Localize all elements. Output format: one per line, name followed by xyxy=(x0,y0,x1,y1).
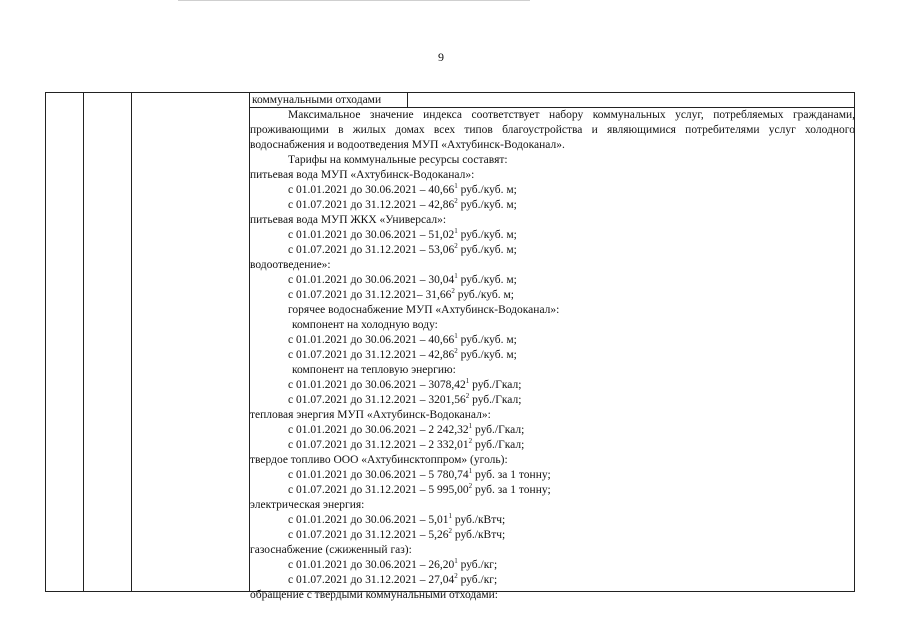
document-line xyxy=(250,273,855,288)
document-line xyxy=(250,348,855,363)
line-text: с 01.07.2021 до 31.12.2021 – 27,04 xyxy=(288,574,455,586)
footnote-mark: 2 xyxy=(448,527,452,536)
line-text: с 01.07.2021 до 31.12.2021 – 5,26 xyxy=(288,529,449,541)
line-unit: руб./Гкал; xyxy=(469,394,522,406)
footnote-mark: 1 xyxy=(448,512,452,521)
line-text: обращение с твердыми коммунальными отходами: xyxy=(250,589,498,601)
line-unit: руб./Гкал; xyxy=(472,424,525,436)
footnote-mark: 2 xyxy=(454,242,458,251)
line-unit: руб./куб. м; xyxy=(457,274,517,286)
line-text: с 01.07.2021 до 31.12.2021 – 5 995,00 xyxy=(288,484,469,496)
line-text: с 01.01.2021 до 30.06.2021 – 3078,42 xyxy=(288,379,466,391)
footnote-mark: 1 xyxy=(465,377,470,386)
line-unit: руб. за 1 тонну; xyxy=(472,469,551,481)
footnote-mark: 1 xyxy=(454,557,458,566)
document-line xyxy=(250,513,855,528)
line-text: с 01.01.2021 до 30.06.2021 – 51,02 xyxy=(288,229,455,241)
document-line xyxy=(250,483,855,498)
line-unit: руб./куб. м; xyxy=(457,244,517,256)
document-line xyxy=(250,318,855,333)
intro-paragraph: Максимальное значение индекса соответствует набору коммунальных услуг, потребляемых гражданами, проживающими в жилых домах всех типов благоустройства и являющимися потребителями услуг холодного водоснабжения и водоотведения МУП «Ахтубинск-Водоканал». xyxy=(250,109,855,151)
line-unit: руб./кг; xyxy=(457,559,498,571)
line-text: с 01.01.2021 до 30.06.2021 – 40,66 xyxy=(288,334,455,346)
document-line xyxy=(250,228,855,243)
document-line xyxy=(250,558,855,573)
footnote-mark: 2 xyxy=(465,392,470,401)
document-line xyxy=(250,468,855,483)
document-line xyxy=(250,423,855,438)
document-line xyxy=(250,243,855,258)
document-line xyxy=(250,378,855,393)
footnote-mark: 2 xyxy=(454,347,458,356)
footnote-mark: 1 xyxy=(454,182,458,191)
table-header-row xyxy=(249,93,854,108)
document-line xyxy=(250,168,855,183)
footnote-mark: 2 xyxy=(451,287,455,296)
document-line xyxy=(250,393,855,408)
document-line xyxy=(250,588,855,603)
table-header-cell: коммунальными отходами xyxy=(249,93,408,107)
line-unit: руб./кг; xyxy=(457,574,498,586)
line-text: твердое топливо ООО «Ахтубинсктоппром» (уголь): xyxy=(250,454,508,466)
column-divider xyxy=(131,93,132,591)
line-text: тепловая энергия МУП «Ахтубинск-Водоканал»: xyxy=(250,409,491,421)
line-unit: руб./куб. м; xyxy=(457,199,517,211)
document-line xyxy=(250,438,855,453)
line-unit: руб./Гкал; xyxy=(472,439,525,451)
line-text: с 01.07.2021 до 31.12.2021 – 2 332,01 xyxy=(288,439,469,451)
document-line xyxy=(250,408,855,423)
line-unit: руб./кВтч; xyxy=(451,529,506,541)
line-text: с 01.01.2021 до 30.06.2021 – 5,01 xyxy=(288,514,449,526)
tariff-list xyxy=(250,168,855,603)
document-line xyxy=(250,543,855,558)
document-line xyxy=(250,573,855,588)
line-text: горячее водоснабжение МУП «Ахтубинск-Водоканал»: xyxy=(288,304,560,316)
line-unit: руб./куб. м; xyxy=(457,349,517,361)
footnote-mark: 2 xyxy=(454,197,458,206)
footnote-mark: 1 xyxy=(454,272,458,281)
footnote-mark: 1 xyxy=(468,422,473,431)
line-text: газоснабжение (сжиженный газ): xyxy=(250,544,412,556)
line-text: с 01.01.2021 до 30.06.2021 – 5 780,74 xyxy=(288,469,469,481)
line-unit: руб./кВтч; xyxy=(451,514,506,526)
line-text: с 01.07.2021 до 31.12.2021– 31,66 xyxy=(288,289,452,301)
line-unit: руб./куб. м; xyxy=(457,184,517,196)
document-line xyxy=(250,303,855,318)
document-line xyxy=(250,453,855,468)
footnote-mark: 1 xyxy=(454,332,458,341)
line-text: питьевая вода МУП «Ахтубинск-Водоканал»: xyxy=(250,169,475,181)
line-text: с 01.01.2021 до 30.06.2021 – 2 242,32 xyxy=(288,424,469,436)
top-rule xyxy=(178,0,530,1)
document-line xyxy=(250,183,855,198)
line-text: с 01.01.2021 до 30.06.2021 – 40,66 xyxy=(288,184,455,196)
footnote-mark: 1 xyxy=(468,467,473,476)
footnote-mark: 2 xyxy=(468,437,473,446)
footnote-mark: 2 xyxy=(468,482,473,491)
line-unit: руб./Гкал; xyxy=(469,379,522,391)
line-unit: руб. за 1 тонну; xyxy=(472,484,551,496)
line-unit: руб./куб. м; xyxy=(454,289,514,301)
document-line xyxy=(250,333,855,348)
line-text: электрическая энергия: xyxy=(250,499,365,511)
document-line xyxy=(250,213,855,228)
document-line xyxy=(250,288,855,303)
document-line xyxy=(250,498,855,513)
document-line xyxy=(250,198,855,213)
line-text: компонент на тепловую энергию: xyxy=(292,364,456,376)
line-text: питьевая вода МУП ЖКХ «Универсал»: xyxy=(250,214,447,226)
line-unit: руб./куб. м; xyxy=(457,229,517,241)
line-text: с 01.01.2021 до 30.06.2021 – 30,04 xyxy=(288,274,455,286)
column-divider xyxy=(83,93,84,591)
document-body xyxy=(250,108,855,603)
line-text: с 01.07.2021 до 31.12.2021 – 42,86 xyxy=(288,349,455,361)
line-text: компонент на холодную воду: xyxy=(292,319,438,331)
page-number: 9 xyxy=(438,50,444,64)
document-line xyxy=(250,528,855,543)
footnote-mark: 2 xyxy=(454,572,458,581)
line-unit: руб./куб. м; xyxy=(457,334,517,346)
line-text: с 01.07.2021 до 31.12.2021 – 42,86 xyxy=(288,199,455,211)
tariffs-heading: Тарифы на коммунальные ресурсы составят: xyxy=(288,154,508,166)
line-text: с 01.07.2021 до 31.12.2021 – 53,06 xyxy=(288,244,455,256)
document-line xyxy=(250,258,855,273)
footnote-mark: 1 xyxy=(454,227,458,236)
line-text: с 01.01.2021 до 30.06.2021 – 26,20 xyxy=(288,559,455,571)
document-line xyxy=(250,363,855,378)
line-text: водоотведение»: xyxy=(250,259,331,271)
line-text: с 01.07.2021 до 31.12.2021 – 3201,56 xyxy=(288,394,466,406)
